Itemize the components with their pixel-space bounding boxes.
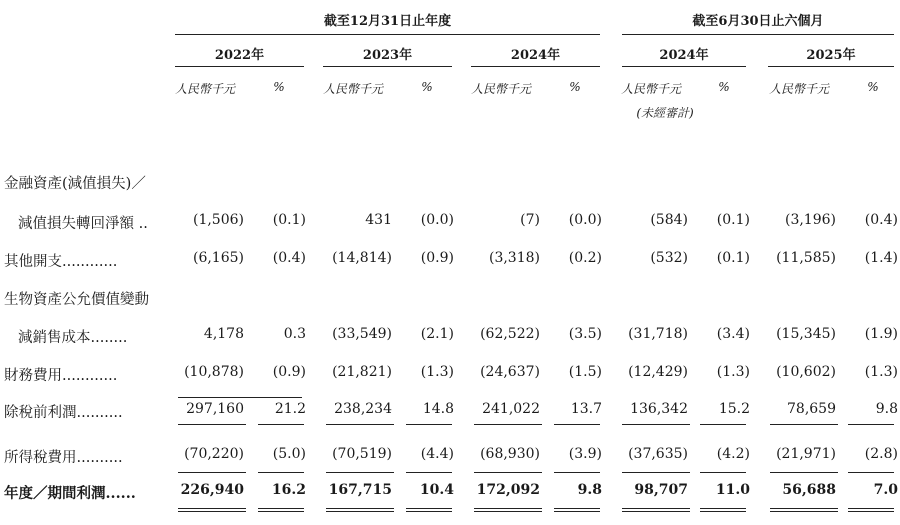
cell-value: 241,022 xyxy=(482,401,540,417)
row-rule xyxy=(258,424,304,425)
cell-value: 136,342 xyxy=(630,401,688,417)
row-rule xyxy=(770,424,838,425)
row-rule xyxy=(622,472,690,473)
cell-pct: (0.1) xyxy=(716,250,750,266)
row-rule xyxy=(700,472,746,473)
cell-pct: (0.9) xyxy=(272,364,306,380)
unaudited-note: (未經審計) xyxy=(636,106,694,120)
unit-label-pct: % xyxy=(421,80,433,94)
group-header-six-months: 截至6月30日止六個月 xyxy=(692,14,824,29)
cell-pct: 15.2 xyxy=(718,401,750,417)
year-rule xyxy=(768,66,894,67)
row-rule xyxy=(700,424,746,425)
total-double-rule xyxy=(554,508,600,512)
cell-value: (7) xyxy=(520,212,540,228)
row-rule xyxy=(848,424,894,425)
cell-pct: (2.8) xyxy=(864,446,898,462)
cell-value: (68,930) xyxy=(480,446,540,462)
year-rule xyxy=(622,66,746,67)
cell-pct: (0.4) xyxy=(864,212,898,228)
total-double-rule xyxy=(474,508,542,512)
cell-value: (14,814) xyxy=(332,250,392,266)
cell-pct: (1.3) xyxy=(420,364,454,380)
cell-value: (31,718) xyxy=(628,326,688,342)
year-header-2023: 2023年 xyxy=(362,48,413,63)
cell-value: (3,196) xyxy=(784,212,836,228)
row-rule xyxy=(178,424,246,425)
row-rule xyxy=(178,472,246,473)
year-header-2024: 2024年 xyxy=(510,48,561,63)
row-label: 除稅前利潤.......... xyxy=(4,405,123,421)
unit-label-pct: % xyxy=(867,80,879,94)
cell-pct: (1.3) xyxy=(716,364,750,380)
cell-pct: (0.2) xyxy=(568,250,602,266)
cell-pct: 13.7 xyxy=(570,401,602,417)
row-label: 其他開支............ xyxy=(4,254,118,270)
row-rule xyxy=(258,472,304,473)
cell-value: (532) xyxy=(650,250,688,266)
cell-value: (21,821) xyxy=(332,364,392,380)
unit-label-rmb: 人民幣千元 xyxy=(174,82,235,96)
cell-value: (37,635) xyxy=(628,446,688,462)
cell-value: (70,519) xyxy=(332,446,392,462)
cell-value: (11,585) xyxy=(776,250,836,266)
cell-pct: 0.3 xyxy=(283,326,306,342)
row-label: 財務費用............ xyxy=(4,368,118,384)
cell-pct: (3.4) xyxy=(716,326,750,342)
total-double-rule xyxy=(770,508,838,512)
row-label: 金融資產(減值損失)／ xyxy=(4,176,146,192)
year-rule xyxy=(471,66,600,67)
row-rule xyxy=(622,424,690,425)
cell-pct-total: 11.0 xyxy=(715,482,750,498)
row-rule xyxy=(770,472,838,473)
cell-pct-total: 9.8 xyxy=(577,482,602,498)
cell-value: (21,971) xyxy=(776,446,836,462)
cell-pct: (0.0) xyxy=(568,212,602,228)
year-header-2025-h1: 2025年 xyxy=(806,48,856,63)
cell-value: (33,549) xyxy=(332,326,392,342)
cell-pct: (3.9) xyxy=(568,446,602,462)
cell-pct: (4.4) xyxy=(420,446,454,462)
cell-pct: (1.3) xyxy=(864,364,898,380)
row-label: 生物資產公允價值變動 xyxy=(4,292,149,308)
row-rule xyxy=(554,472,600,473)
cell-value-total: 98,707 xyxy=(634,482,688,498)
cell-pct: 14.8 xyxy=(422,401,454,417)
total-double-rule xyxy=(178,508,246,512)
cell-value: 4,178 xyxy=(203,326,244,342)
year-rule xyxy=(323,66,452,67)
cell-pct-total: 16.2 xyxy=(271,482,306,498)
row-label: 減銷售成本........ xyxy=(18,330,128,346)
cell-value: (584) xyxy=(650,212,688,228)
cell-value: (10,878) xyxy=(184,364,244,380)
total-double-rule xyxy=(406,508,452,512)
row-rule xyxy=(326,424,394,425)
total-double-rule xyxy=(700,508,746,512)
unit-label-pct: % xyxy=(273,80,285,94)
row-label-total: 年度／期間利潤...... xyxy=(4,485,136,502)
row-rule xyxy=(554,424,600,425)
cell-value: (70,220) xyxy=(184,446,244,462)
cell-pct: 21.2 xyxy=(274,401,306,417)
cell-pct: (0.9) xyxy=(420,250,454,266)
cell-pct: (3.5) xyxy=(568,326,602,342)
cell-value-total: 172,092 xyxy=(476,482,540,498)
cell-value-total: 56,688 xyxy=(782,482,836,498)
unit-label-rmb: 人民幣千元 xyxy=(620,82,681,96)
cell-value: 431 xyxy=(365,212,392,228)
unit-label-pct: % xyxy=(718,80,730,94)
total-double-rule xyxy=(258,508,304,512)
cell-pct-total: 7.0 xyxy=(873,482,898,498)
row-label: 減值損失轉回淨額 .. xyxy=(18,216,148,232)
cell-value: (12,429) xyxy=(628,364,688,380)
total-double-rule xyxy=(848,508,894,512)
group-header-year-end: 截至12月31日止年度 xyxy=(323,14,452,29)
row-rule xyxy=(326,472,394,473)
row-rule xyxy=(406,472,452,473)
cell-value: (62,522) xyxy=(480,326,540,342)
cell-pct: (0.1) xyxy=(272,212,306,228)
unit-label-rmb: 人民幣千元 xyxy=(470,82,531,96)
cell-value: 78,659 xyxy=(787,401,836,417)
cell-value-total: 167,715 xyxy=(328,482,392,498)
cell-value: (15,345) xyxy=(776,326,836,342)
cell-value: (3,318) xyxy=(488,250,540,266)
group-rule-six-months xyxy=(622,34,894,35)
subtotal-rule xyxy=(178,397,302,398)
cell-pct: (5.0) xyxy=(272,446,306,462)
cell-value: (6,165) xyxy=(192,250,244,266)
row-rule xyxy=(848,472,894,473)
row-label: 所得稅費用.......... xyxy=(4,450,123,466)
cell-value: (1,506) xyxy=(192,212,244,228)
cell-pct: (1.5) xyxy=(568,364,602,380)
row-rule xyxy=(406,424,452,425)
cell-value: (24,637) xyxy=(480,364,540,380)
unit-label-rmb: 人民幣千元 xyxy=(322,82,383,96)
unit-label-pct: % xyxy=(569,80,581,94)
cell-pct: (1.4) xyxy=(864,250,898,266)
total-double-rule xyxy=(326,508,394,512)
cell-pct: (0.4) xyxy=(272,250,306,266)
cell-pct: (2.1) xyxy=(420,326,454,342)
cell-pct: (1.9) xyxy=(864,326,898,342)
year-rule xyxy=(175,66,304,67)
cell-value: (10,602) xyxy=(776,364,836,380)
cell-pct-total: 10.4 xyxy=(419,482,454,498)
cell-value: 238,234 xyxy=(334,401,392,417)
row-rule xyxy=(474,424,542,425)
year-header-2024-h1: 2024年 xyxy=(659,48,709,63)
row-rule xyxy=(474,472,542,473)
cell-pct: (4.2) xyxy=(716,446,750,462)
cell-value-total: 226,940 xyxy=(180,482,244,498)
group-rule-year-end xyxy=(175,34,600,35)
cell-value: 297,160 xyxy=(186,401,244,417)
cell-pct: (0.0) xyxy=(420,212,454,228)
cell-pct: 9.8 xyxy=(875,401,898,417)
total-double-rule xyxy=(622,508,690,512)
unit-label-rmb: 人民幣千元 xyxy=(768,82,829,96)
year-header-2022: 2022年 xyxy=(214,48,265,63)
cell-pct: (0.1) xyxy=(716,212,750,228)
